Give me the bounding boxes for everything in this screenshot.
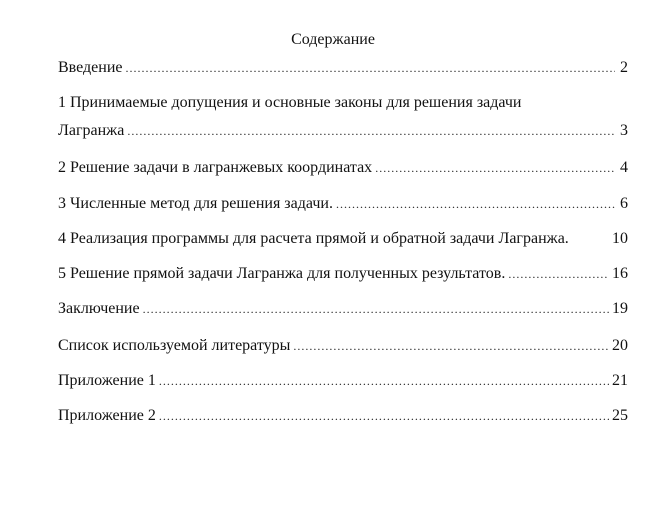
toc-entry-label: Заключение [58,300,140,317]
toc-entry-references[interactable] [58,336,628,356]
dot-leader [143,299,609,319]
toc-entry-page: 21 [612,372,628,389]
dot-leader [375,158,615,178]
toc-entry-label: 4 Реализация программы для расчета прямой и обратной задачи Лагранжа. [58,230,569,247]
toc-entry-page: 3 [620,122,628,139]
toc-entry-label: Список используемой литературы [58,337,291,354]
toc-entry-4[interactable] [58,229,628,249]
dot-leader [159,371,609,391]
toc-entry-appendix-2[interactable] [58,406,628,426]
toc-entry-page: 2 [620,59,628,76]
dot-leader [336,194,615,214]
toc-entry-label: Приложение 1 [58,372,156,389]
dot-leader [126,58,616,78]
dot-leader [127,121,615,141]
toc-entry-2[interactable] [58,158,628,178]
dot-leader [293,336,609,356]
toc-entry-1-line1[interactable] [58,93,628,113]
toc-entry-1[interactable] [58,121,628,141]
toc-entry-page: 19 [612,300,628,317]
toc-title: Содержание [291,31,375,48]
toc-entry-page: 25 [612,407,628,424]
toc-entry-label: Приложение 2 [58,407,156,424]
toc-entry-page: 6 [620,195,628,212]
toc-entry-page: 10 [612,230,628,247]
toc-entry-page: 20 [612,337,628,354]
toc-entry-conclusion[interactable] [58,299,628,319]
toc-entry-5[interactable] [58,264,628,284]
toc-entry-introduction[interactable] [58,58,628,78]
toc-entry-page: 16 [612,265,628,282]
toc-entry-label: Лагранжа [58,122,125,139]
toc-entry-label: 3 Численные метод для решения задачи. [58,195,333,212]
dot-leader [159,406,609,426]
toc-entry-appendix-1[interactable] [58,371,628,391]
toc-entry-label: 2 Решение задачи в лагранжевых координатах [58,159,373,176]
toc-entry-3[interactable] [58,194,628,214]
toc-entry-page: 4 [620,159,628,176]
toc-entry-label: 5 Решение прямой задачи Лагранжа для полученных результатов. [58,265,506,282]
dot-leader [508,264,609,284]
toc-entry-label: Введение [58,59,123,76]
toc-entry-label: 1 Принимаемые допущения и основные законы для решения задачи [58,94,522,111]
